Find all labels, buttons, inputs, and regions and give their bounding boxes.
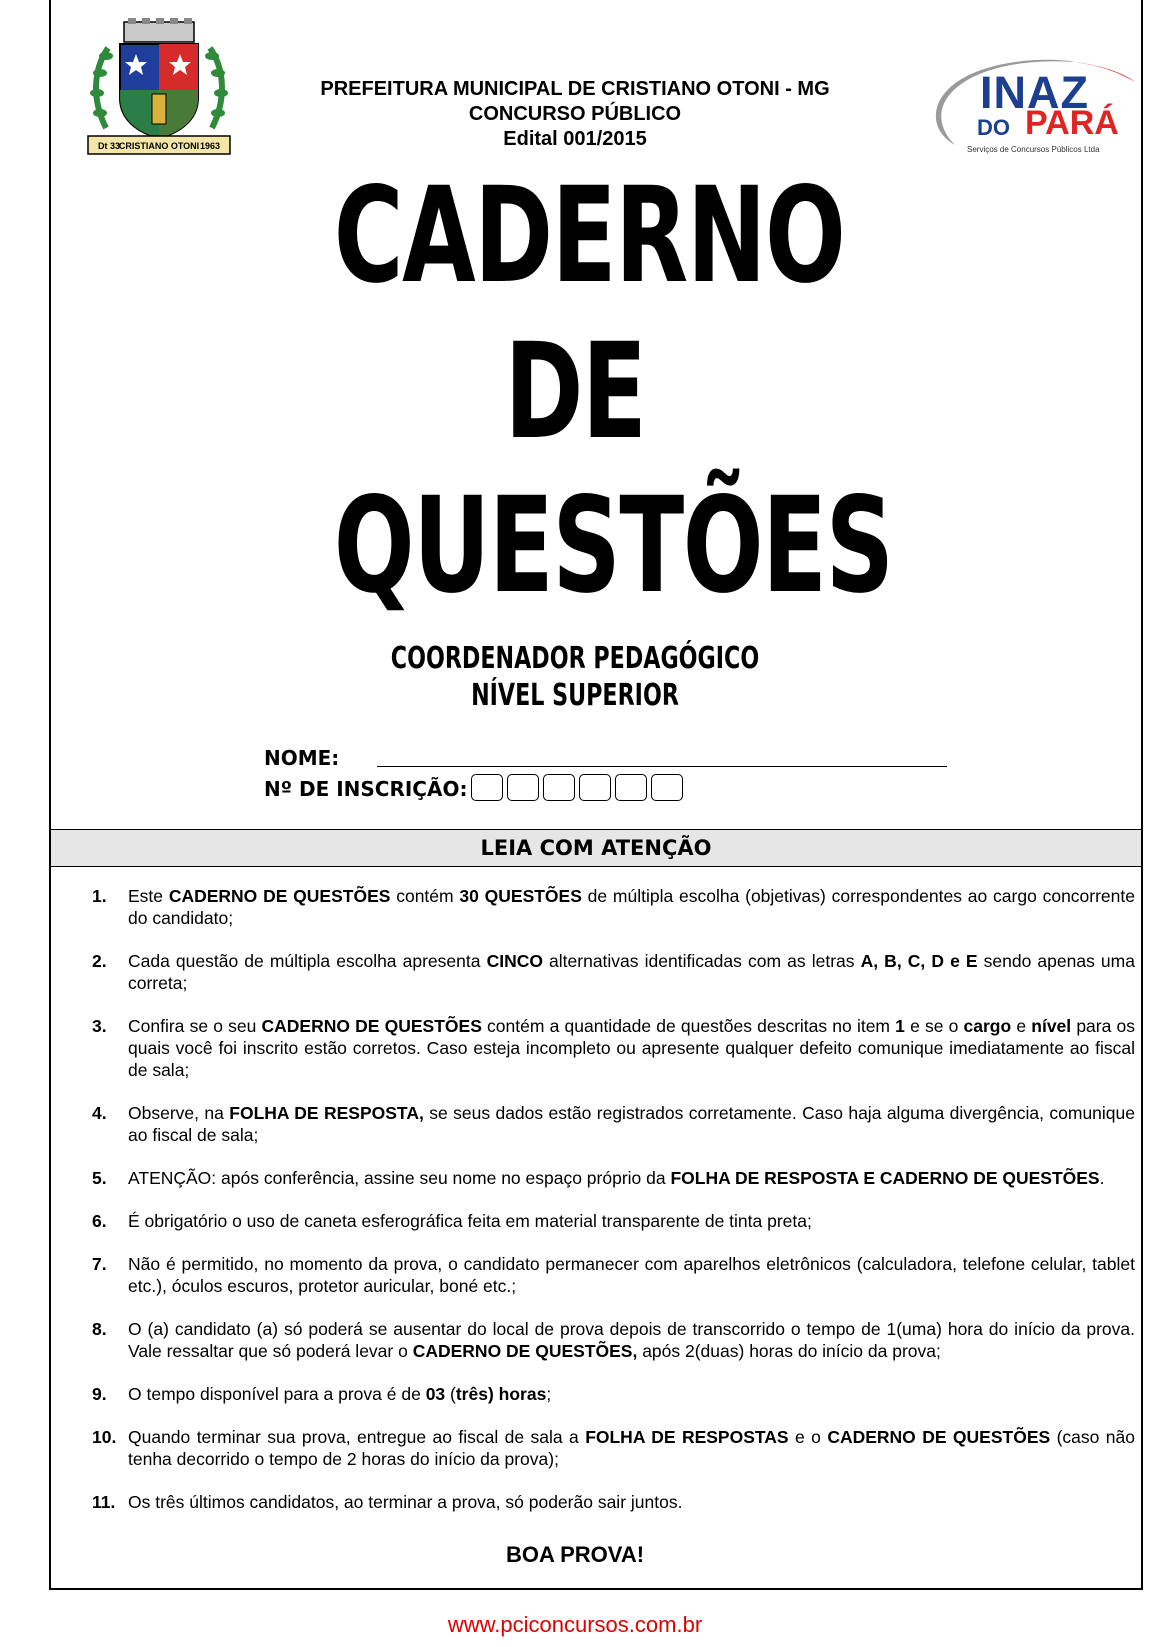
instruction-number: 7. [92, 1254, 107, 1274]
instruction-text: FOLHA DE RESPOSTA, [229, 1103, 424, 1123]
instruction-text: alternativas identificadas com as letras [542, 951, 861, 971]
instruction-text: . [1099, 1168, 1105, 1188]
instruction-text: (caso não tenha decorrido o tempo de 2 horas do início da prova); [128, 1427, 1135, 1469]
instruction-text: O (a) candidato (a) só poderá se ausentar do local de prova depois de transcorrido o tempo de 1(uma) hora do início da prova. Vale ressaltar que só poderá levar o [128, 1319, 1135, 1361]
inscription-boxes[interactable] [471, 774, 687, 801]
inscription-digit-box[interactable] [543, 774, 575, 801]
inaz-do-para-logo [925, 50, 1140, 160]
instruction-number: 9. [92, 1384, 107, 1404]
instruction-number: 6. [92, 1211, 107, 1231]
logo-inaz-text: INAZ [980, 67, 1089, 118]
instruction-number: 11. [92, 1492, 116, 1512]
inscription-digit-box[interactable] [579, 774, 611, 801]
inscription-digit-box[interactable] [471, 774, 503, 801]
title-caderno: CADERNO [333, 159, 845, 313]
instruction-text: e [1011, 1016, 1032, 1036]
instruction-text: 30 QUESTÕES [459, 886, 582, 906]
header-prefeitura: PREFEITURA MUNICIPAL DE CRISTIANO OTONI - MG [320, 78, 830, 100]
logo-para-text: PARÁ [1025, 104, 1119, 142]
instruction-text: Este [128, 886, 169, 906]
crest-banner-center: CRISTIANO OTONI [118, 141, 200, 151]
inscription-digit-box[interactable] [651, 774, 683, 801]
closing-text: BOA PROVA! [505, 1542, 645, 1567]
logo-do-text: DO [977, 115, 1010, 140]
instruction-item [92, 1015, 1135, 1081]
instruction-text: CADERNO DE QUESTÕES [827, 1427, 1051, 1447]
name-label: NOME: [264, 746, 340, 770]
instruction-text: Os três últimos candidatos, ao terminar a prova, só poderão sair juntos. [128, 1492, 683, 1512]
instruction-text: contém [390, 886, 460, 906]
instruction-number: 10. [92, 1427, 117, 1447]
instruction-number: 1. [92, 886, 107, 906]
role-position: COORDENADOR PEDAGÓGICO [390, 641, 760, 676]
instruction-text: três) horas [455, 1384, 547, 1404]
instruction-item [92, 1383, 1135, 1405]
role-level: NÍVEL SUPERIOR [471, 678, 679, 713]
name-field[interactable] [377, 766, 947, 767]
instruction-text: Cada questão de múltipla escolha apresenta [128, 951, 487, 971]
title-de: DE [504, 315, 646, 469]
instruction-text: de múltipla escolha (objetivas) correspondentes ao cargo concorrente do candidato; [128, 886, 1135, 928]
instruction-number: 2. [92, 951, 107, 971]
instruction-text: É obrigatório o uso de caneta esferográfica feita em material transparente de tinta preta; [128, 1211, 812, 1231]
instruction-text: ( [445, 1384, 456, 1404]
instruction-text: Não é permitido, no momento da prova, o candidato permanecer com aparelhos eletrônicos (calculadora, telefone celular, tablet etc.), óculos escuros, protetor auricular, boné etc.; [128, 1254, 1135, 1296]
instruction-text: contém a quantidade de questões descritas no item [481, 1016, 896, 1036]
instruction-text: 1 [895, 1016, 905, 1036]
instruction-number: 8. [92, 1319, 107, 1339]
instruction-item [92, 1318, 1135, 1362]
instruction-item [92, 1210, 1135, 1232]
inscription-label: Nº DE INSCRIÇÃO: [264, 777, 468, 801]
instruction-text: e o [788, 1427, 828, 1447]
instruction-text: Quando terminar sua prova, entregue ao fiscal de sala a [128, 1427, 586, 1447]
instruction-text: A, B, C, D e E [860, 951, 978, 971]
instruction-text: O tempo disponível para a prova é de [128, 1384, 426, 1404]
inscription-digit-box[interactable] [615, 774, 647, 801]
instructions-banner: LEIA COM ATENÇÃO [51, 829, 1141, 867]
instruction-item [92, 1167, 1135, 1189]
municipal-crest-icon [86, 18, 232, 158]
instruction-text: CADERNO DE QUESTÕES [261, 1016, 482, 1036]
instruction-text: ATENÇÃO: após conferência, assine seu nome no espaço próprio da [128, 1168, 671, 1188]
instruction-item [92, 1491, 1135, 1513]
instructions-list [92, 885, 1135, 1513]
instruction-text: FOLHA DE RESPOSTA E CADERNO DE QUESTÕES [670, 1168, 1100, 1188]
instruction-number: 4. [92, 1103, 107, 1123]
instruction-text: nível [1031, 1016, 1072, 1036]
header-concurso: CONCURSO PÚBLICO [468, 103, 682, 125]
title-questoes: QUESTÕES [333, 469, 893, 623]
instruction-text: para os quais você foi inscrito estão corretos. Caso esteja incompleto ou apresente qualquer defeito comunique imediatamente ao fiscal de sala; [128, 1016, 1135, 1080]
crest-banner-left: Dt 33 [98, 141, 121, 151]
instruction-text: Observe, na [128, 1103, 230, 1123]
instruction-text: CADERNO DE QUESTÕES, [412, 1341, 638, 1361]
instruction-item [92, 1102, 1135, 1146]
instruction-text: Confira se o seu [128, 1016, 262, 1036]
instruction-text: FOLHA DE RESPOSTAS [585, 1427, 789, 1447]
instruction-text: e se o [904, 1016, 964, 1036]
instruction-number: 3. [92, 1016, 107, 1036]
instruction-text: sendo apenas uma correta; [128, 951, 1135, 993]
instruction-text: cargo [963, 1016, 1012, 1036]
instruction-text: após 2(duas) horas do início da prova; [637, 1341, 941, 1361]
instruction-number: 5. [92, 1168, 107, 1188]
crest-banner-right: 1963 [199, 141, 220, 151]
instruction-text: CADERNO DE QUESTÕES [168, 886, 391, 906]
instruction-text: 03 [425, 1384, 446, 1404]
header-edital: Edital 001/2015 [503, 128, 647, 150]
instruction-item [92, 1253, 1135, 1297]
instruction-text: CINCO [486, 951, 543, 971]
instruction-item [92, 1426, 1135, 1470]
instruction-item [92, 885, 1135, 929]
instruction-text: ; [546, 1384, 552, 1404]
instruction-text: se seus dados estão registrados corretamente. Caso haja alguma divergência, comunique ao fiscal de sala; [128, 1103, 1135, 1145]
logo-tagline: Serviços de Concursos Públicos Ltda [967, 145, 1100, 154]
inscription-digit-box[interactable] [507, 774, 539, 801]
instruction-item [92, 950, 1135, 994]
footer-site[interactable]: www.pciconcursos.com.br [447, 1612, 703, 1637]
